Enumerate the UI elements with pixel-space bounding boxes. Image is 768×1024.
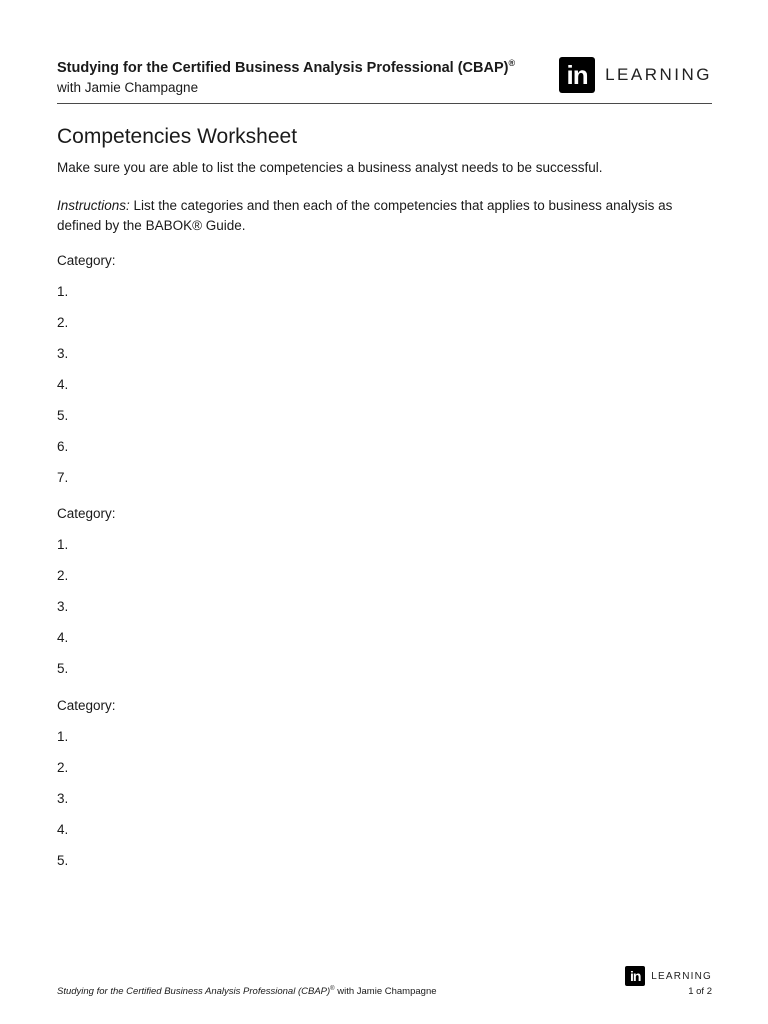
footer-logo-text: LEARNING: [651, 970, 712, 982]
category-label: Category:: [57, 506, 116, 521]
list-item: 4.: [57, 630, 69, 645]
footer-instructor: with Jamie Champagne: [334, 986, 437, 997]
course-title: Studying for the Certified Business Analysis Professional (CBAP)®: [57, 58, 516, 76]
registered-mark: ®: [508, 58, 516, 69]
list-item: 4.: [57, 822, 69, 837]
list-item: 4.: [57, 377, 69, 392]
instructions-label: Instructions:: [57, 198, 130, 213]
list-item: 2.: [57, 568, 69, 583]
list-item: 2.: [57, 315, 69, 330]
footer-course-title: Studying for the Certified Business Analysis Professional (CBAP): [57, 986, 331, 997]
list-item: 5.: [57, 853, 69, 868]
page-header: [57, 58, 712, 104]
list-item: 1.: [57, 537, 69, 552]
page-title: Competencies Worksheet: [57, 125, 298, 148]
footer-registered-mark: ®: [330, 985, 335, 992]
list-item: 1.: [57, 284, 69, 299]
instructions-text: [57, 196, 697, 236]
linkedin-icon: in: [625, 966, 645, 986]
category-label: Category:: [57, 698, 116, 713]
list-item: 3.: [57, 346, 69, 361]
course-instructor: with Jamie Champagne: [57, 80, 199, 95]
list-item: 2.: [57, 760, 69, 775]
logo-text: LEARNING: [605, 65, 712, 84]
footer-logo: [625, 966, 712, 986]
instructions-body: List the categories and then each of the competencies that applies to business analysis as defined by the BABOK® Guide.: [57, 198, 673, 233]
list-item: 6.: [57, 439, 69, 454]
list-item: 3.: [57, 599, 69, 614]
list-item: 1.: [57, 729, 69, 744]
list-item: 5.: [57, 661, 69, 676]
list-item: 5.: [57, 408, 69, 423]
intro-text: Make sure you are able to list the competencies a business analyst needs to be successful.: [57, 160, 603, 175]
category-label: Category:: [57, 253, 116, 268]
footer-course-info: [57, 986, 437, 997]
list-item: 7.: [57, 470, 69, 485]
linkedin-learning-logo: [559, 57, 712, 93]
linkedin-icon: in: [559, 57, 595, 93]
page-number: 1 of 2: [688, 986, 712, 997]
list-item: 3.: [57, 791, 69, 806]
